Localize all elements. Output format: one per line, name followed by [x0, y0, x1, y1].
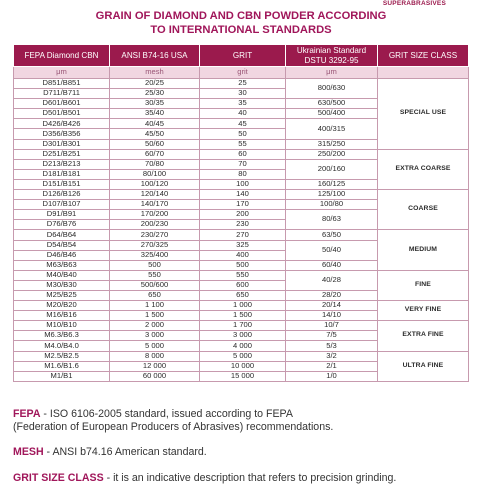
- cell-fepa: M4.0/B4.0: [14, 341, 110, 351]
- note-fepa-continued: [13, 421, 473, 434]
- unit-fepa: μm: [14, 67, 110, 79]
- cell-fepa: M30/B30: [14, 280, 110, 290]
- cell-dstu: 5/3: [286, 341, 378, 351]
- cell-dstu: 60/40: [286, 260, 378, 270]
- cell-fepa: D601/B601: [14, 99, 110, 109]
- grit-comparison-table: [13, 44, 469, 382]
- cell-ansi: 60 000: [110, 371, 200, 381]
- cell-dstu: 63/50: [286, 230, 378, 240]
- cell-ansi: 120/140: [110, 190, 200, 200]
- cell-grit: 15 000: [200, 371, 286, 381]
- table-body: [14, 79, 469, 382]
- cell-fepa: D107/B107: [14, 200, 110, 210]
- header-grit-size-class: GRIT SIZE CLASS: [378, 45, 469, 67]
- cell-ansi: 45/50: [110, 129, 200, 139]
- cell-ansi: 1 100: [110, 301, 200, 311]
- header-fepa: FEPA Diamond CBN: [14, 45, 110, 67]
- cell-ansi: 20/25: [110, 79, 200, 89]
- cell-grit: 50: [200, 129, 286, 139]
- cell-fepa: M20/B20: [14, 301, 110, 311]
- cell-grit-size-class: EXTRA COARSE: [378, 149, 469, 189]
- note-grit-size-class-text: - it is an indicative description that refers to precision grinding.: [103, 472, 397, 484]
- cell-grit: 600: [200, 280, 286, 290]
- cell-grit-size-class: SPECIAL USE: [378, 79, 469, 150]
- cell-fepa: M10/B10: [14, 321, 110, 331]
- table-row: [14, 190, 469, 200]
- units-row: [14, 67, 469, 79]
- cell-grit: 3 000: [200, 331, 286, 341]
- cell-fepa: M40/B40: [14, 270, 110, 280]
- cell-grit: 400: [200, 250, 286, 260]
- table-header-row: [14, 45, 469, 67]
- cell-dstu: 100/80: [286, 200, 378, 210]
- cell-dstu: 800/630: [286, 79, 378, 99]
- cell-ansi: 170/200: [110, 210, 200, 220]
- cell-ansi: 80/100: [110, 169, 200, 179]
- cell-ansi: 200/230: [110, 220, 200, 230]
- cell-ansi: 1 500: [110, 311, 200, 321]
- unit-grit: grit: [200, 67, 286, 79]
- cell-grit: 45: [200, 119, 286, 129]
- cell-grit: 70: [200, 159, 286, 169]
- cell-fepa: D181/B181: [14, 169, 110, 179]
- cell-ansi: 230/270: [110, 230, 200, 240]
- table-row: [14, 270, 469, 280]
- cell-grit: 325: [200, 240, 286, 250]
- cell-grit: 40: [200, 109, 286, 119]
- cell-grit: 100: [200, 179, 286, 189]
- note-grit-size-class: [13, 472, 473, 485]
- cell-ansi: 60/70: [110, 149, 200, 159]
- cell-grit: 4 000: [200, 341, 286, 351]
- cell-grit: 25: [200, 79, 286, 89]
- cell-ansi: 12 000: [110, 361, 200, 371]
- cell-fepa: D251/B251: [14, 149, 110, 159]
- table-row: [14, 230, 469, 240]
- cell-fepa: M25/B25: [14, 290, 110, 300]
- cell-grit: 270: [200, 230, 286, 240]
- cell-dstu: 630/500: [286, 99, 378, 109]
- cell-grit: 10 000: [200, 361, 286, 371]
- cell-dstu: 28/20: [286, 290, 378, 300]
- cell-ansi: 650: [110, 290, 200, 300]
- cell-dstu: 200/160: [286, 159, 378, 179]
- unit-dstu: μm: [286, 67, 378, 79]
- note-grit-size-class-term: GRIT SIZE CLASS: [13, 472, 104, 484]
- cell-fepa: D851/B851: [14, 79, 110, 89]
- cell-dstu: 3/2: [286, 351, 378, 361]
- title-line-1: GRAIN OF DIAMOND AND CBN POWDER ACCORDING: [95, 10, 387, 22]
- cell-fepa: D54/B54: [14, 240, 110, 250]
- cell-grit: 1 000: [200, 301, 286, 311]
- cell-grit-size-class: FINE: [378, 270, 469, 300]
- table-row: [14, 79, 469, 89]
- cell-fepa: D301/B301: [14, 139, 110, 149]
- cell-grit: 500: [200, 260, 286, 270]
- cell-ansi: 500/600: [110, 280, 200, 290]
- cell-grit: 30: [200, 89, 286, 99]
- header-grit: GRIT: [200, 45, 286, 67]
- cell-dstu: 7/5: [286, 331, 378, 341]
- cell-dstu: 10/7: [286, 321, 378, 331]
- cell-grit: 55: [200, 139, 286, 149]
- cell-dstu: 250/200: [286, 149, 378, 159]
- cell-grit: 200: [200, 210, 286, 220]
- cell-fepa: D426/B426: [14, 119, 110, 129]
- note-fepa-text: - ISO 6106-2005 standard, issued according to FEPA: [40, 408, 293, 420]
- cell-dstu: 50/40: [286, 240, 378, 260]
- cell-ansi: 325/400: [110, 250, 200, 260]
- cell-grit: 5 000: [200, 351, 286, 361]
- cell-fepa: D64/B64: [14, 230, 110, 240]
- cell-dstu: 1/0: [286, 371, 378, 381]
- note-mesh: [13, 446, 473, 459]
- header-dstu: Ukrainian Standard DSTU 3292-95: [286, 45, 378, 67]
- cell-grit-size-class: VERY FINE: [378, 301, 469, 321]
- cell-dstu: 400/315: [286, 119, 378, 139]
- cell-fepa: D711/B711: [14, 89, 110, 99]
- brand-logo-text: SUPERABRASIVES: [382, 0, 446, 7]
- cell-grit: 170: [200, 200, 286, 210]
- cell-ansi: 5 000: [110, 341, 200, 351]
- unit-class: [378, 67, 469, 79]
- cell-grit-size-class: ULTRA FINE: [378, 351, 469, 381]
- cell-grit: 1 500: [200, 311, 286, 321]
- cell-dstu: 125/100: [286, 190, 378, 200]
- cell-grit: 1 700: [200, 321, 286, 331]
- cell-grit: 550: [200, 270, 286, 280]
- note-mesh-text: - ANSI b74.16 American standard.: [43, 446, 207, 458]
- cell-ansi: 100/120: [110, 179, 200, 189]
- cell-fepa: M1/B1: [14, 371, 110, 381]
- cell-grit: 140: [200, 190, 286, 200]
- cell-grit: 35: [200, 99, 286, 109]
- cell-grit-size-class: COARSE: [378, 190, 469, 230]
- cell-fepa: M63/B63: [14, 260, 110, 270]
- cell-dstu: 315/250: [286, 139, 378, 149]
- header-ansi: ANSI B74-16 USA: [110, 45, 200, 67]
- cell-ansi: 140/170: [110, 200, 200, 210]
- note-fepa-text-2: (Federation of European Producers of Abrasives) recommendations.: [13, 421, 334, 433]
- cell-ansi: 70/80: [110, 159, 200, 169]
- cell-fepa: D46/B46: [14, 250, 110, 260]
- cell-ansi: 30/35: [110, 99, 200, 109]
- cell-fepa: D213/B213: [14, 159, 110, 169]
- cell-fepa: D76/B76: [14, 220, 110, 230]
- cell-fepa: D126/B126: [14, 190, 110, 200]
- cell-ansi: 500: [110, 260, 200, 270]
- table-row: [14, 301, 469, 311]
- cell-grit: 650: [200, 290, 286, 300]
- note-fepa: [13, 408, 473, 421]
- cell-ansi: 25/30: [110, 89, 200, 99]
- title-line-2: TO INTERNATIONAL STANDARDS: [150, 24, 332, 36]
- cell-ansi: 40/45: [110, 119, 200, 129]
- cell-fepa: D151/B151: [14, 179, 110, 189]
- cell-ansi: 50/60: [110, 139, 200, 149]
- cell-fepa: D356/B356: [14, 129, 110, 139]
- cell-dstu: 80/63: [286, 210, 378, 230]
- unit-ansi: mesh: [110, 67, 200, 79]
- cell-dstu: 40/28: [286, 270, 378, 290]
- table-row: [14, 321, 469, 331]
- cell-dstu: 160/125: [286, 179, 378, 189]
- cell-dstu: 20/14: [286, 301, 378, 311]
- cell-ansi: 3 000: [110, 331, 200, 341]
- note-mesh-term: MESH: [13, 446, 44, 458]
- cell-fepa: M2.5/B2.5: [14, 351, 110, 361]
- note-fepa-term: FEPA: [13, 408, 41, 420]
- cell-ansi: 2 000: [110, 321, 200, 331]
- table-row: [14, 149, 469, 159]
- cell-dstu: 2/1: [286, 361, 378, 371]
- cell-fepa: M1.6/B1.6: [14, 361, 110, 371]
- cell-ansi: 550: [110, 270, 200, 280]
- cell-fepa: M6.3/B6.3: [14, 331, 110, 341]
- cell-grit-size-class: MEDIUM: [378, 230, 469, 270]
- cell-dstu: 500/400: [286, 109, 378, 119]
- cell-grit: 230: [200, 220, 286, 230]
- cell-dstu: 14/10: [286, 311, 378, 321]
- cell-grit: 60: [200, 149, 286, 159]
- table-row: [14, 351, 469, 361]
- page-title: [0, 9, 482, 37]
- cell-fepa: D91/B91: [14, 210, 110, 220]
- cell-grit: 80: [200, 169, 286, 179]
- cell-ansi: 35/40: [110, 109, 200, 119]
- cell-fepa: M16/B16: [14, 311, 110, 321]
- cell-grit-size-class: EXTRA FINE: [378, 321, 469, 351]
- cell-fepa: D501/B501: [14, 109, 110, 119]
- cell-ansi: 8 000: [110, 351, 200, 361]
- cell-ansi: 270/325: [110, 240, 200, 250]
